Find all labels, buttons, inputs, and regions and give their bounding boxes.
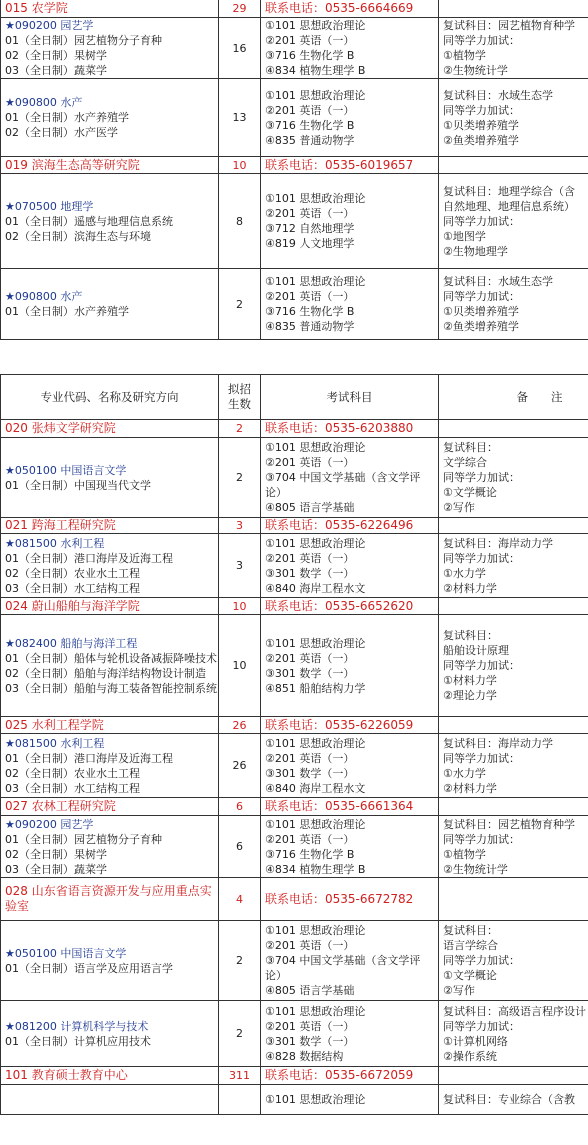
research-direction: 01（全日制）计算机应用技术 bbox=[5, 1034, 151, 1048]
institute-contact: 联系电话：0535-6652620 bbox=[261, 598, 439, 615]
institute-name: 028 山东省语言资源开发与应用重点实验室 bbox=[1, 878, 219, 921]
remark-line: ①植物学 bbox=[443, 847, 486, 861]
remarks bbox=[439, 438, 588, 518]
header-count: 拟招生数 bbox=[219, 375, 261, 420]
exam-subject: ③704 中国文学基础（含文学评论） bbox=[265, 471, 421, 499]
remark-line: 同等学力加试： bbox=[443, 103, 520, 117]
major-row bbox=[1, 438, 588, 518]
exam-subject: ③301 数学（一） bbox=[265, 666, 355, 680]
enrollment-count: 2 bbox=[219, 1001, 261, 1067]
admissions-table-top bbox=[0, 0, 588, 340]
remarks bbox=[439, 921, 588, 1001]
remark-line: ②材料力学 bbox=[443, 781, 497, 795]
major-cell bbox=[1, 816, 219, 878]
exam-subjects bbox=[261, 534, 439, 598]
exam-subject: ④805 语言学基础 bbox=[265, 501, 355, 514]
exam-subject: ③716 生物化学 B bbox=[265, 847, 355, 861]
remark-line: 文学综合 bbox=[443, 456, 487, 469]
exam-subject: ③704 中国文学基础（含文学评论） bbox=[265, 954, 421, 982]
remark-line: ①水力学 bbox=[443, 766, 486, 780]
research-direction: 01（全日制）语言学及应用语言学 bbox=[5, 961, 173, 975]
exam-subjects bbox=[261, 615, 439, 717]
remark-line: 同等学力加试： bbox=[443, 751, 520, 765]
exam-subjects bbox=[261, 79, 439, 157]
major-row bbox=[1, 1085, 588, 1115]
institute-name: 025 水利工程学院 bbox=[1, 717, 219, 734]
institute-notes-empty bbox=[439, 878, 588, 921]
research-direction: 01（全日制）港口海岸及近海工程 bbox=[5, 551, 173, 565]
institute-contact: 联系电话：0535-6226496 bbox=[261, 518, 439, 534]
institute-notes-empty bbox=[439, 798, 588, 816]
enrollment-count: 10 bbox=[219, 615, 261, 717]
remark-line: ①贝类增养殖学 bbox=[443, 118, 519, 132]
remarks bbox=[439, 1001, 588, 1067]
major-row bbox=[1, 269, 588, 340]
major-code: ★090200 园艺学 bbox=[5, 817, 94, 831]
remark-line: 自然地理、地理信息系统） bbox=[443, 199, 575, 213]
research-direction: 01（全日制）遥感与地理信息系统 bbox=[5, 214, 173, 228]
research-direction: 02（全日制）农业水土工程 bbox=[5, 766, 140, 780]
major-code: ★050100 中国语言文学 bbox=[5, 463, 127, 477]
institute-count: 10 bbox=[219, 598, 261, 615]
major-row bbox=[1, 816, 588, 878]
exam-subject: ④840 海岸工程水文 bbox=[265, 581, 366, 595]
institute-count: 2 bbox=[219, 420, 261, 438]
institute-notes-empty bbox=[439, 717, 588, 734]
major-row bbox=[1, 534, 588, 598]
enrollment-count: 3 bbox=[219, 534, 261, 598]
remarks bbox=[439, 174, 588, 269]
remark-line: ②操作系统 bbox=[443, 1049, 497, 1063]
exam-subjects bbox=[261, 269, 439, 340]
institute-count: 4 bbox=[219, 878, 261, 921]
institute-contact: 联系电话：0535-6661364 bbox=[261, 798, 439, 816]
institute-contact: 联系电话：0535-6226059 bbox=[261, 717, 439, 734]
remark-line: 复试科目： bbox=[443, 924, 498, 937]
institute-row bbox=[1, 598, 588, 615]
major-code: ★090800 水产 bbox=[5, 290, 83, 303]
exam-subject: ②201 英语（一） bbox=[265, 103, 355, 117]
remark-line: 同等学力加试： bbox=[443, 659, 520, 672]
institute-notes-empty bbox=[439, 157, 588, 174]
remark-line: ②生物统计学 bbox=[443, 64, 508, 77]
exam-subject: ④819 人文地理学 bbox=[265, 237, 355, 250]
remark-line: ②材料力学 bbox=[443, 581, 497, 595]
institute-name: 101 教育硕士教育中心 bbox=[1, 1067, 219, 1085]
institute-name: 020 张炜文学研究院 bbox=[1, 420, 219, 438]
exam-subject: ①101 思想政治理论 bbox=[265, 736, 366, 750]
institute-row bbox=[1, 157, 588, 174]
remark-line: 船舶设计原理 bbox=[443, 644, 509, 657]
remark-line: 语言学综合 bbox=[443, 939, 498, 952]
major-cell bbox=[1, 1085, 219, 1115]
remark-line: 复试科目：专业综合（含教 bbox=[443, 1093, 575, 1106]
research-direction: 03（全日制）船舶与海工装备智能控制系统 bbox=[5, 681, 217, 695]
exam-subjects bbox=[261, 816, 439, 878]
major-cell bbox=[1, 1001, 219, 1067]
research-direction: 01（全日制）园艺植物分子育种 bbox=[5, 832, 162, 846]
exam-subject: ②201 英语（一） bbox=[265, 207, 355, 220]
institute-count: 10 bbox=[219, 157, 261, 174]
remark-line: ①文学概论 bbox=[443, 486, 497, 499]
exam-subject: ②201 英语（一） bbox=[265, 456, 355, 469]
exam-subjects bbox=[261, 1085, 439, 1115]
major-code: ★081500 水利工程 bbox=[5, 536, 105, 550]
exam-subject: ④805 语言学基础 bbox=[265, 984, 355, 997]
enrollment-count: 13 bbox=[219, 79, 261, 157]
institute-name: 015 农学院 bbox=[1, 0, 219, 18]
institute-row bbox=[1, 878, 588, 921]
exam-subjects bbox=[261, 18, 439, 79]
remark-line: ①地图学 bbox=[443, 229, 486, 243]
header-major: 专业代码、名称及研究方向 bbox=[1, 375, 219, 420]
research-direction: 01（全日制）水产养殖学 bbox=[5, 111, 129, 124]
major-cell bbox=[1, 534, 219, 598]
institute-count: 26 bbox=[219, 717, 261, 734]
institute-contact: 联系电话：0535-6664669 bbox=[261, 0, 439, 18]
remark-line: ①计算机网络 bbox=[443, 1034, 508, 1048]
research-direction: 03（全日制）水工结构工程 bbox=[5, 781, 140, 795]
exam-subject: ①101 思想政治理论 bbox=[265, 441, 366, 454]
research-direction: 01（全日制）港口海岸及近海工程 bbox=[5, 751, 173, 765]
institute-contact: 联系电话：0535-6672782 bbox=[261, 878, 439, 921]
major-cell bbox=[1, 174, 219, 269]
exam-subject: ③301 数学（一） bbox=[265, 566, 355, 580]
exam-subject: ②201 英语（一） bbox=[265, 551, 355, 565]
header-exams: 考试科目 bbox=[261, 375, 439, 420]
research-direction: 02（全日制）水产医学 bbox=[5, 126, 118, 139]
exam-subject: ④835 普通动物学 bbox=[265, 133, 355, 147]
remarks bbox=[439, 1085, 588, 1115]
institute-notes-empty bbox=[439, 0, 588, 18]
header-notes: 备 注 bbox=[439, 375, 588, 420]
enrollment-count: 16 bbox=[219, 18, 261, 79]
remark-line: 复试科目：高级语言程序设计 bbox=[443, 1004, 586, 1018]
remarks bbox=[439, 534, 588, 598]
major-cell bbox=[1, 438, 219, 518]
exam-subject: ①101 思想政治理论 bbox=[265, 924, 366, 937]
institute-name: 019 滨海生态高等研究院 bbox=[1, 157, 219, 174]
enrollment-count: 26 bbox=[219, 734, 261, 798]
institute-contact: 联系电话：0535-6672059 bbox=[261, 1067, 439, 1085]
institute-row bbox=[1, 518, 588, 534]
remark-line: 复试科目：水域生态学 bbox=[443, 88, 553, 102]
remark-line: 复试科目：海岸动力学 bbox=[443, 536, 553, 550]
remark-line: 同等学力加试： bbox=[443, 832, 520, 846]
remark-line: 同等学力加试： bbox=[443, 1019, 520, 1033]
remark-line: 同等学力加试： bbox=[443, 551, 520, 565]
institute-row bbox=[1, 0, 588, 18]
remark-line: ②生物地理学 bbox=[443, 244, 508, 258]
remarks bbox=[439, 79, 588, 157]
remark-line: ②鱼类增养殖学 bbox=[443, 320, 519, 333]
remark-line: ②写作 bbox=[443, 501, 475, 514]
major-cell bbox=[1, 734, 219, 798]
admissions-table-bottom bbox=[0, 374, 588, 1115]
major-code: ★090800 水产 bbox=[5, 96, 83, 109]
remarks bbox=[439, 615, 588, 717]
exam-subject: ④834 植物生理学 B bbox=[265, 64, 366, 77]
exam-subject: ①101 思想政治理论 bbox=[265, 88, 366, 102]
institute-notes-empty bbox=[439, 420, 588, 438]
major-row bbox=[1, 18, 588, 79]
enrollment-count: 2 bbox=[219, 921, 261, 1001]
institute-notes-empty bbox=[439, 518, 588, 534]
exam-subject: ②201 英语（一） bbox=[265, 1019, 355, 1033]
major-cell bbox=[1, 79, 219, 157]
remark-line: 同等学力加试： bbox=[443, 34, 520, 47]
remarks bbox=[439, 18, 588, 79]
exam-subject: ②201 英语（一） bbox=[265, 832, 355, 846]
exam-subject: ③716 生物化学 B bbox=[265, 49, 355, 62]
exam-subject: ③712 自然地理学 bbox=[265, 222, 355, 235]
page-gap bbox=[0, 346, 588, 374]
research-direction: 03（全日制）水工结构工程 bbox=[5, 581, 140, 595]
table-header-row bbox=[1, 375, 588, 420]
major-code: ★081200 计算机科学与技术 bbox=[5, 1019, 149, 1033]
exam-subject: ③301 数学（一） bbox=[265, 1034, 355, 1048]
institute-count: 29 bbox=[219, 0, 261, 18]
institute-notes-empty bbox=[439, 598, 588, 615]
exam-subject: ④834 植物生理学 B bbox=[265, 862, 366, 876]
research-direction: 01（全日制）船体与轮机设备减振降噪技术 bbox=[5, 651, 217, 665]
research-direction: 01（全日制）园艺植物分子育种 bbox=[5, 34, 162, 47]
exam-subject: ②201 英语（一） bbox=[265, 290, 355, 303]
exam-subjects bbox=[261, 174, 439, 269]
exam-subject: ①101 思想政治理论 bbox=[265, 1093, 366, 1106]
remark-line: ②生物统计学 bbox=[443, 862, 508, 876]
institute-name: 024 蔚山船舶与海洋学院 bbox=[1, 598, 219, 615]
institute-row bbox=[1, 1067, 588, 1085]
exam-subject: ①101 思想政治理论 bbox=[265, 19, 366, 32]
institute-contact: 联系电话：0535-6203880 bbox=[261, 420, 439, 438]
enrollment-count: 2 bbox=[219, 269, 261, 340]
exam-subject: ④835 普通动物学 bbox=[265, 320, 355, 333]
remark-line: 复试科目： bbox=[443, 441, 498, 454]
exam-subject: ④840 海岸工程水文 bbox=[265, 781, 366, 795]
exam-subject: ②201 英语（一） bbox=[265, 939, 355, 952]
exam-subject: ②201 英语（一） bbox=[265, 34, 355, 47]
exam-subject: ②201 英语（一） bbox=[265, 651, 355, 665]
major-code: ★090200 园艺学 bbox=[5, 19, 94, 32]
exam-subjects bbox=[261, 438, 439, 518]
research-direction: 02（全日制）滨海生态与环境 bbox=[5, 229, 151, 243]
research-direction: 02（全日制）农业水土工程 bbox=[5, 566, 140, 580]
major-row bbox=[1, 921, 588, 1001]
major-row bbox=[1, 174, 588, 269]
exam-subjects bbox=[261, 734, 439, 798]
exam-subject: ④828 数据结构 bbox=[265, 1049, 344, 1063]
exam-subject: ①101 思想政治理论 bbox=[265, 192, 366, 205]
major-row bbox=[1, 615, 588, 717]
remark-line: 复试科目：园艺植物育种学 bbox=[443, 19, 575, 32]
remark-line: 复试科目： bbox=[443, 629, 498, 642]
exam-subject: ①101 思想政治理论 bbox=[265, 275, 366, 288]
institute-count: 311 bbox=[219, 1067, 261, 1085]
major-cell bbox=[1, 615, 219, 717]
exam-subjects bbox=[261, 1001, 439, 1067]
institute-count: 6 bbox=[219, 798, 261, 816]
remark-line: 复试科目：水域生态学 bbox=[443, 275, 553, 288]
institute-count: 3 bbox=[219, 518, 261, 534]
remark-line: 同等学力加试： bbox=[443, 954, 520, 967]
research-direction: 03（全日制）蔬菜学 bbox=[5, 64, 107, 77]
remark-line: ②理论力学 bbox=[443, 689, 497, 702]
major-code: ★081500 水利工程 bbox=[5, 736, 105, 750]
research-direction: 02（全日制）果树学 bbox=[5, 49, 107, 62]
institute-row bbox=[1, 798, 588, 816]
major-cell bbox=[1, 18, 219, 79]
major-code: ★070500 地理学 bbox=[5, 199, 94, 213]
remark-line: 同等学力加试： bbox=[443, 214, 520, 228]
remark-line: ①植物学 bbox=[443, 49, 486, 62]
major-row bbox=[1, 1001, 588, 1067]
research-direction: 02（全日制）船舶与海洋结构物设计制造 bbox=[5, 666, 206, 680]
institute-notes-empty bbox=[439, 1067, 588, 1085]
remarks bbox=[439, 269, 588, 340]
enrollment-count: 2 bbox=[219, 438, 261, 518]
exam-subject: ①101 思想政治理论 bbox=[265, 536, 366, 550]
exam-subject: ②201 英语（一） bbox=[265, 751, 355, 765]
research-direction: 02（全日制）果树学 bbox=[5, 847, 107, 861]
research-direction: 03（全日制）蔬菜学 bbox=[5, 862, 107, 876]
exam-subject: ④851 船舶结构力学 bbox=[265, 681, 366, 695]
major-cell bbox=[1, 269, 219, 340]
research-direction: 01（全日制）水产养殖学 bbox=[5, 305, 129, 318]
remark-line: 复试科目：海岸动力学 bbox=[443, 736, 553, 750]
remark-line: ①贝类增养殖学 bbox=[443, 305, 519, 318]
remark-line: ②写作 bbox=[443, 984, 475, 997]
research-direction: 01（全日制）中国现当代文学 bbox=[5, 478, 151, 492]
exam-subject: ③716 生物化学 B bbox=[265, 118, 355, 132]
major-code: ★050100 中国语言文学 bbox=[5, 946, 127, 960]
exam-subject: ①101 思想政治理论 bbox=[265, 817, 366, 831]
institute-row bbox=[1, 420, 588, 438]
institute-name: 027 农林工程研究院 bbox=[1, 798, 219, 816]
institute-contact: 联系电话：0535-6019657 bbox=[261, 157, 439, 174]
major-cell bbox=[1, 921, 219, 1001]
major-code: ★082400 船舶与海洋工程 bbox=[5, 636, 138, 650]
enrollment-count bbox=[219, 1085, 261, 1115]
remark-line: 复试科目：园艺植物育种学 bbox=[443, 817, 575, 831]
exam-subject: ③716 生物化学 B bbox=[265, 305, 355, 318]
remark-line: ①材料力学 bbox=[443, 674, 497, 687]
remark-line: 复试科目：地理学综合（含 bbox=[443, 184, 575, 198]
remark-line: ①文学概论 bbox=[443, 969, 497, 982]
remark-line: ②鱼类增养殖学 bbox=[443, 133, 519, 147]
remark-line: 同等学力加试： bbox=[443, 471, 520, 484]
enrollment-count: 6 bbox=[219, 816, 261, 878]
major-row bbox=[1, 79, 588, 157]
institute-name: 021 跨海工程研究院 bbox=[1, 518, 219, 534]
major-row bbox=[1, 734, 588, 798]
exam-subject: ①101 思想政治理论 bbox=[265, 1004, 366, 1018]
remarks bbox=[439, 816, 588, 878]
remark-line: ①水力学 bbox=[443, 566, 486, 580]
remarks bbox=[439, 734, 588, 798]
remark-line: 同等学力加试： bbox=[443, 290, 520, 303]
exam-subject: ③301 数学（一） bbox=[265, 766, 355, 780]
exam-subject: ①101 思想政治理论 bbox=[265, 636, 366, 650]
exam-subjects bbox=[261, 921, 439, 1001]
institute-row bbox=[1, 717, 588, 734]
enrollment-count: 8 bbox=[219, 174, 261, 269]
